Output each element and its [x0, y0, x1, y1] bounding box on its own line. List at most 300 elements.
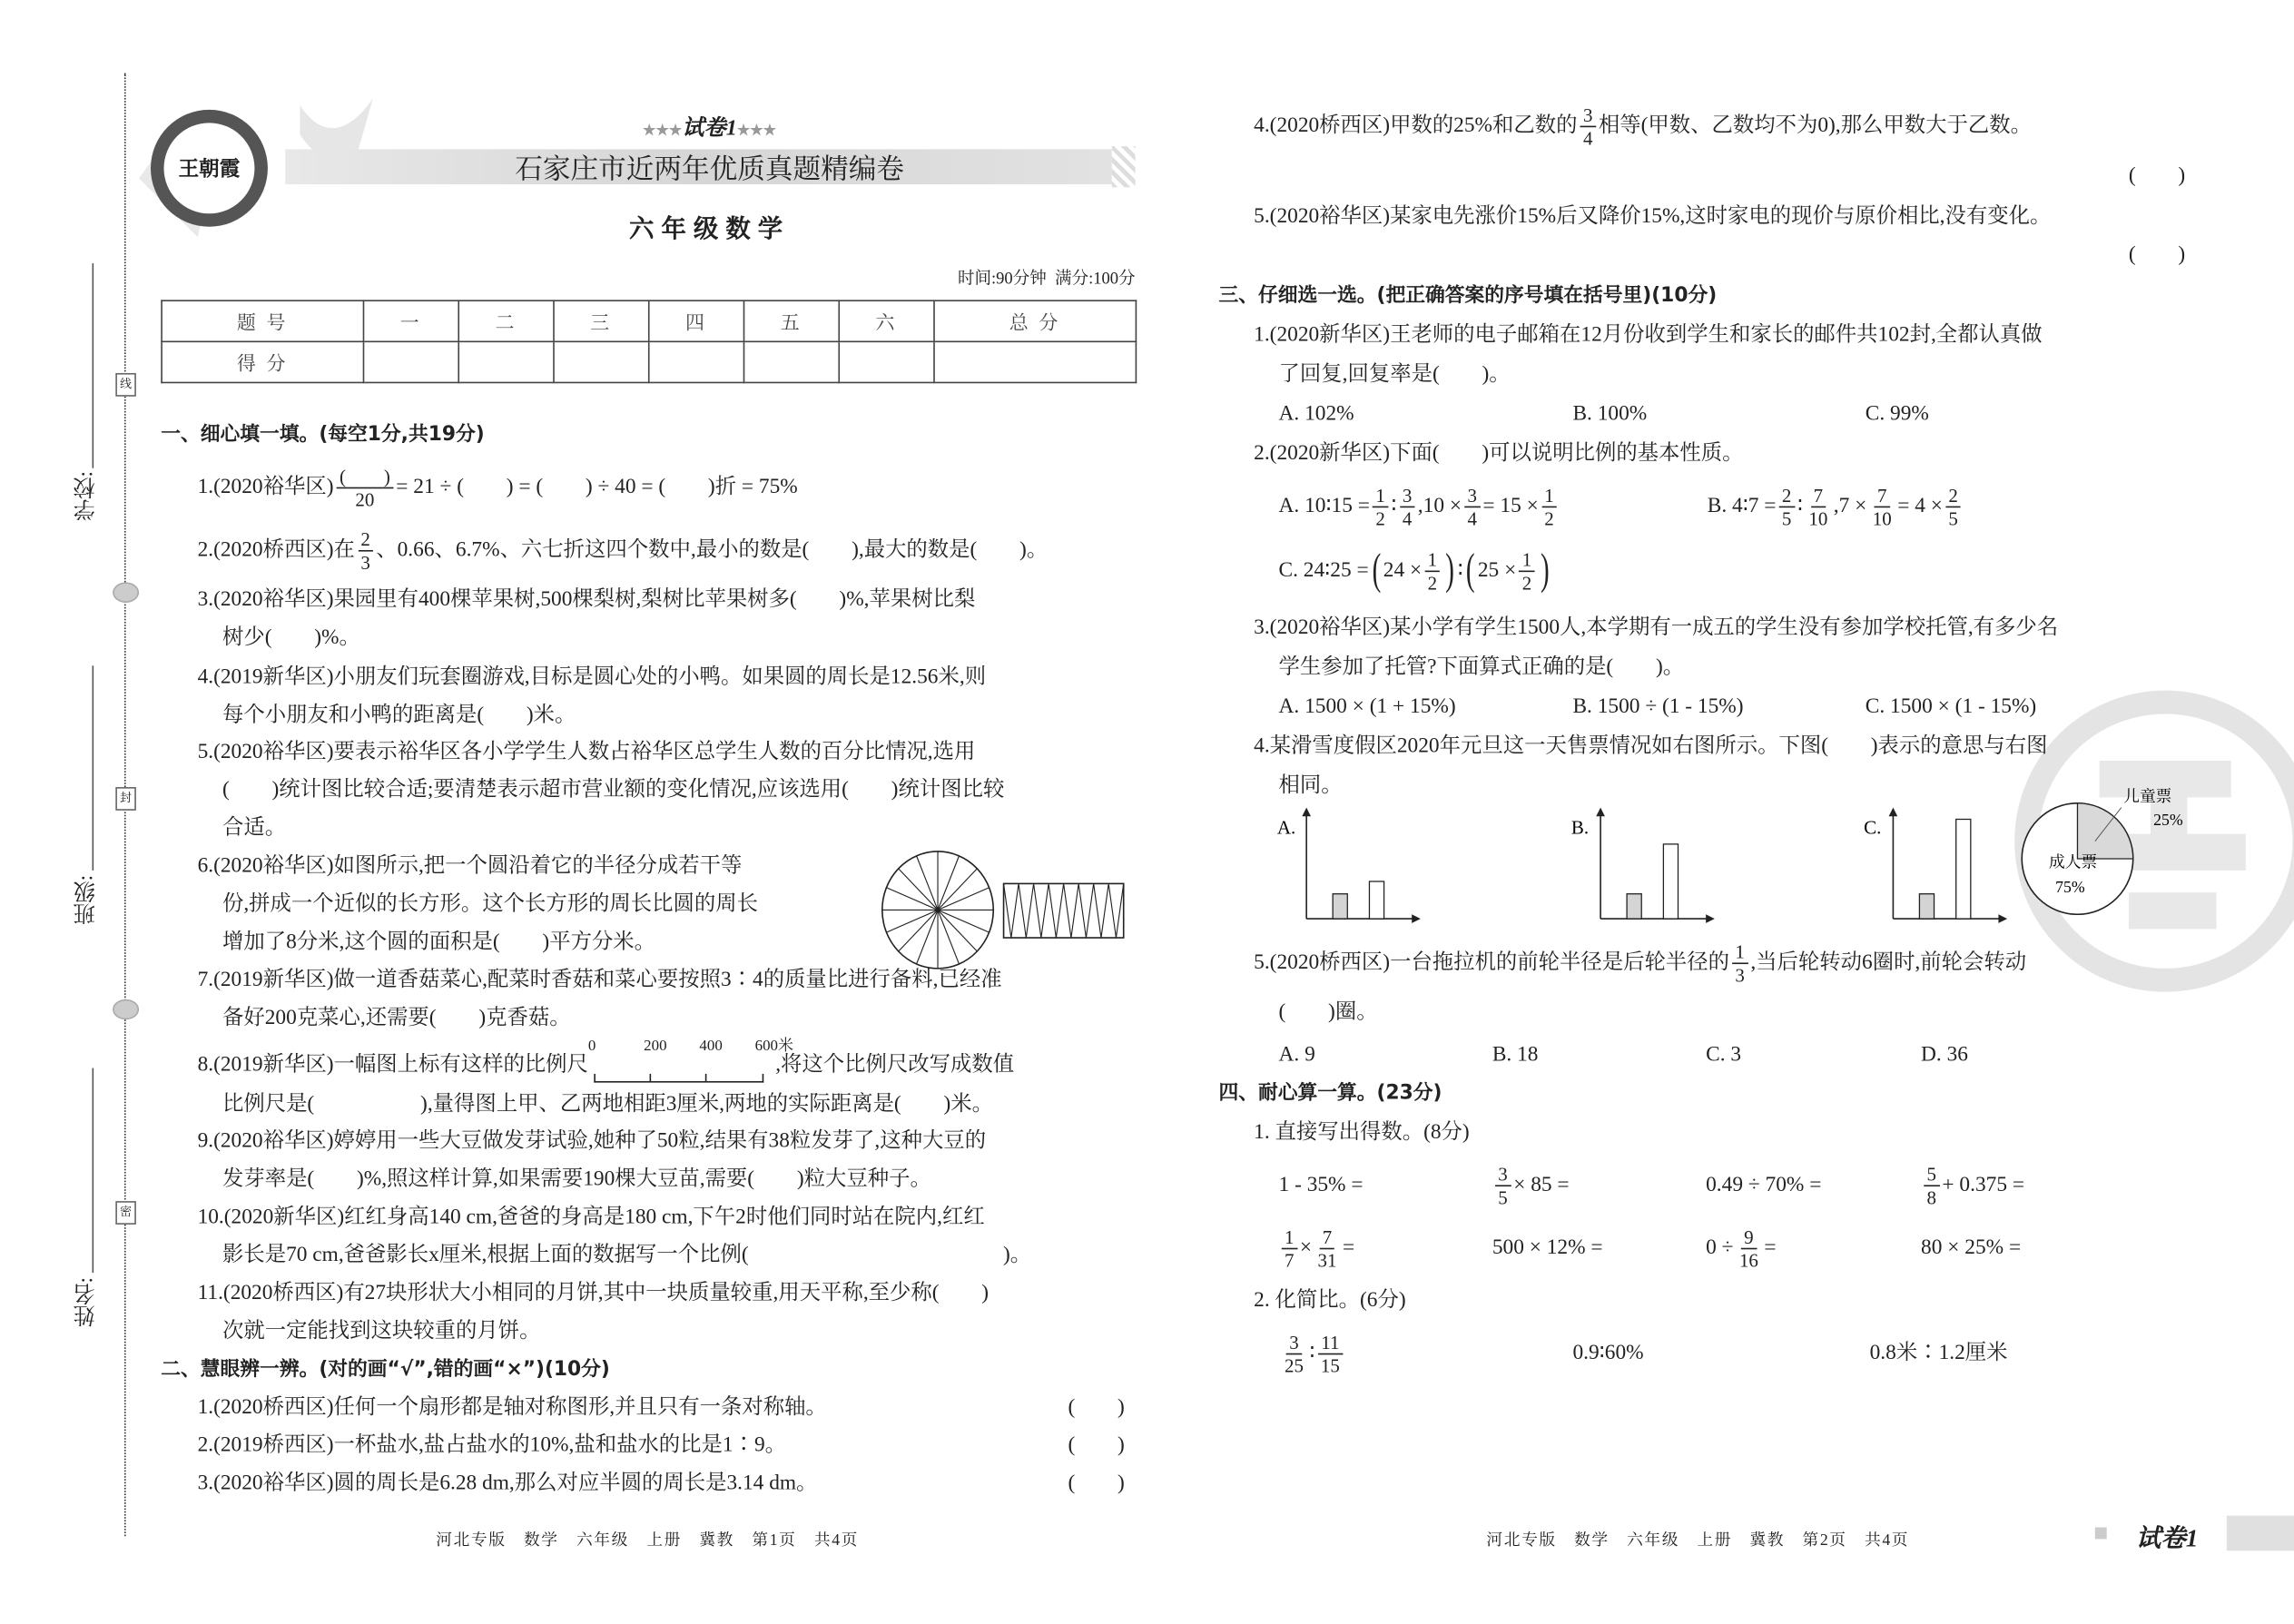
chart-bar	[1663, 844, 1678, 919]
fraction-numerator: 2	[358, 527, 373, 551]
text-run: 合适。	[222, 816, 287, 841]
option-item	[1572, 1339, 1643, 1368]
full-score: 满分:100分	[1055, 271, 1136, 289]
score-table-header: 五	[743, 300, 839, 341]
binding-mark-secret: 密	[115, 1201, 136, 1225]
fraction-denominator: 5	[1781, 507, 1792, 529]
option-item	[1279, 1040, 1315, 1069]
option-item	[1492, 1162, 1570, 1208]
fraction-numerator: 7	[1320, 1225, 1335, 1249]
text-run: 三、仔细选一选。(把正确答案的序号填在括号里)(10分)	[1218, 283, 1718, 308]
fraction-denominator: 2	[1375, 507, 1385, 529]
answer-blank	[2129, 161, 2185, 190]
text-run: ( )	[2128, 242, 2186, 267]
score-cell	[364, 341, 459, 382]
text-run: 5.(2020桥西区)一台拖拉机的前轮半径是后轮半径的	[1254, 950, 1729, 975]
text-run: 5.(2020裕华区)要表示裕华区各小学学生人数占裕华区总学生人数的百分比情况,选用	[197, 740, 976, 764]
chart-option-label: C.	[1864, 816, 1882, 839]
chart-option-label: B.	[1570, 816, 1590, 839]
fraction-numerator: 2	[1779, 484, 1795, 507]
question-line	[197, 527, 1049, 573]
score-cell	[743, 341, 839, 382]
option-item	[1279, 1170, 1364, 1199]
text-run: C. 99%	[1865, 402, 1929, 426]
text-run: ( )	[2128, 163, 2186, 188]
question-line	[1278, 546, 1552, 595]
scale-bar-tick	[650, 1074, 652, 1081]
star-icon: ★★★	[643, 123, 683, 140]
fraction-denominator: 8	[1926, 1186, 1936, 1208]
arrow-up-icon	[1302, 808, 1311, 817]
footer-right: 河北专版 数学 六年级 上册 冀教 第2页 共4页	[1486, 1531, 1910, 1550]
question-line	[1279, 359, 1511, 389]
question-line	[222, 775, 1004, 804]
question-line	[1254, 103, 2032, 149]
circle-sectors-figure	[875, 849, 1007, 975]
text-run: 四、耐心算一算。(23分)	[1218, 1080, 1442, 1105]
question-line	[1254, 613, 2058, 642]
fraction-denominator: 2	[1427, 571, 1438, 594]
text-run: 树少( )%。	[222, 625, 360, 650]
question-line	[1254, 438, 1743, 468]
fraction-numerator: 3	[1286, 1331, 1302, 1354]
text-run: 5.(2020裕华区)某家电先涨价15%后又降价15%,这时家电的现价与原价相比,没有变化。	[1254, 204, 2052, 229]
question-line	[222, 1241, 1031, 1270]
text-run: 0 ÷	[1706, 1235, 1734, 1260]
text-run: A. 10∶15 =	[1278, 494, 1370, 518]
fraction-numerator: 3	[1400, 484, 1415, 507]
question-line	[222, 701, 576, 730]
arrow-up-icon	[1596, 808, 1605, 817]
text-run: 发芽率是( )%,照这样计算,如果需要190棵大豆苗,需要( )粒大豆种子。	[222, 1167, 931, 1191]
text-run: 8.(2019新华区)一幅图上标有这样的比例尺	[197, 1053, 588, 1078]
footer-left: 河北专版 数学 六年级 上册 冀教 第1页 共4页	[436, 1531, 860, 1550]
option-item	[1279, 399, 1354, 428]
fraction	[1924, 1162, 1939, 1207]
scale-bar-label: 200	[644, 1038, 667, 1055]
fraction-denominator: 5	[1948, 507, 1958, 529]
text-run: 1.(2020裕华区)	[197, 475, 334, 499]
chart-bar	[1333, 894, 1347, 919]
school-label: 学校:	[74, 470, 98, 522]
fraction	[1870, 484, 1895, 529]
question-line	[222, 928, 655, 957]
question-line	[1279, 653, 1685, 682]
fraction-denominator: 16	[1738, 1248, 1758, 1271]
fraction	[1519, 548, 1534, 594]
score-cell	[554, 341, 649, 382]
question-line	[198, 1469, 818, 1498]
logo-text: 王朝霞	[163, 123, 254, 213]
question-line	[1254, 1286, 1405, 1315]
fraction-denominator: 4	[1402, 507, 1413, 529]
text-run: 学生参加了托管?下面算式正确的是( )。	[1278, 655, 1685, 679]
text-run: 7.(2019新华区)做一道香菇菜心,配菜时香菇和菜心要按照3∶4的质量比进行备料,已经准	[197, 968, 1002, 992]
text-run: 相同。	[1278, 773, 1343, 798]
fraction-numerator: 7	[1810, 484, 1826, 507]
fraction-numerator: 1	[1541, 484, 1557, 507]
text-run: ,将这个比例尺改写成数值	[775, 1053, 1015, 1078]
text-run: ×	[1299, 1235, 1313, 1260]
chart-bar	[1627, 894, 1641, 919]
question-line	[1279, 998, 1378, 1027]
score-table	[161, 300, 1137, 383]
option-item	[1706, 1040, 1741, 1069]
text-run: 1.(2020新华区)王老师的电子邮箱在12月份收到学生和家长的邮件共102封,全都认真做	[1254, 323, 2043, 347]
question-line	[1254, 202, 2051, 231]
text-run: 次就一定能找到这块较重的月饼。	[222, 1319, 541, 1343]
fraction	[1580, 103, 1596, 149]
question-line	[198, 1279, 989, 1308]
text-run: 25 ×	[1477, 558, 1517, 583]
fraction-numerator: 5	[1924, 1162, 1939, 1186]
answer-blank: ( )	[1068, 1395, 1125, 1420]
exam-info	[819, 266, 1135, 290]
question-line	[198, 1393, 827, 1422]
name-label: 姓名:	[74, 1276, 98, 1327]
brand-logo	[151, 110, 268, 227]
option-item	[1279, 1330, 1346, 1376]
fraction	[1424, 548, 1440, 594]
bar-chart-choices	[1258, 790, 2019, 936]
question-line	[197, 1038, 1015, 1079]
question-line	[1279, 771, 1343, 800]
fraction	[1806, 484, 1830, 529]
fraction	[1318, 1331, 1343, 1376]
arrow-up-icon	[1889, 808, 1898, 817]
question-line	[198, 1203, 985, 1232]
question-line	[222, 1090, 993, 1119]
text-run: 11.(2020桥西区)有27块形状大小相同的月饼,其中一块质量较重,用天平称,至少称( )	[197, 1281, 989, 1305]
text-run: 2.(2019桥西区)一杯盐水,盐占盐水的10%,盐和盐水的比是1∶9。	[197, 1433, 787, 1458]
fraction-numerator: 11	[1318, 1331, 1343, 1354]
fraction-numerator: 9	[1741, 1225, 1757, 1249]
score-cell	[934, 341, 1137, 382]
chart-bar	[1956, 819, 1971, 919]
score-table-header-row	[162, 300, 1136, 341]
score-table-header: 六	[839, 300, 934, 341]
option-item	[1572, 399, 1647, 428]
text-run: 1 - 35% =	[1278, 1173, 1364, 1197]
text-run: 0.49 ÷ 70% =	[1706, 1173, 1822, 1197]
question-line	[198, 1127, 987, 1156]
fraction	[1282, 1225, 1297, 1271]
text-run: 0.9∶60%	[1572, 1341, 1644, 1365]
question-line	[198, 1431, 786, 1460]
option-item	[1866, 692, 2036, 721]
score-table-header: 一	[364, 300, 459, 341]
chart-bar	[1919, 894, 1934, 919]
question-line	[197, 464, 798, 510]
pie-label: 儿童票	[2123, 787, 2172, 806]
question-line	[222, 1004, 571, 1033]
scale-bar-label: 600米	[754, 1038, 793, 1055]
name-blank-line	[93, 1068, 94, 1273]
text-run: 3.(2020裕华区)圆的周长是6.28 dm,那么对应半圆的周长是3.14 dm。	[197, 1471, 818, 1496]
fraction-denominator: 3	[360, 550, 370, 573]
scale-bar	[587, 1038, 793, 1086]
text-run: ∶	[1309, 1341, 1315, 1365]
fraction-denominator: 5	[1498, 1186, 1508, 1208]
question-line	[222, 813, 286, 842]
footer-tab: 试卷1	[2135, 1524, 2199, 1552]
fraction	[1400, 484, 1415, 529]
scale-bar-line	[594, 1074, 763, 1083]
text-run: 比例尺是( ),量得图上甲、乙两地相距3厘米,两地的实际距离是( )米。	[222, 1092, 993, 1117]
option-item	[1866, 399, 1929, 428]
option-item	[1278, 483, 1561, 529]
text-run: C. 3	[1706, 1043, 1742, 1067]
binding-mark-seal: 封	[115, 787, 136, 811]
fraction	[1464, 484, 1480, 529]
fraction-numerator: 3	[1580, 103, 1596, 127]
fraction-numerator: 1	[1424, 548, 1440, 572]
text-run: 增加了8分米,这个圆的面积是( )平方分米。	[222, 930, 656, 954]
fraction-numerator: 1	[1519, 548, 1534, 572]
text-run: 80 × 25% =	[1921, 1235, 2022, 1260]
fraction-denominator: 2	[1544, 507, 1554, 529]
option-item	[1921, 1234, 2021, 1263]
question-line	[198, 851, 743, 881]
fraction-denominator: 10	[1872, 507, 1892, 529]
fraction-numerator: 3	[1495, 1162, 1511, 1186]
fraction-numerator: ( )	[337, 465, 393, 488]
text-run: A. 9	[1278, 1043, 1315, 1067]
text-run: 2. 化简比。(6分)	[1254, 1288, 1406, 1313]
text-run: 1. 直接写出得数。(8分)	[1254, 1120, 1470, 1145]
binding-mark-line: 线	[115, 373, 136, 397]
text-run: = 4 ×	[1897, 494, 1943, 518]
text-run: 10.(2020新华区)红红身高140 cm,爸爸的身高是180 cm,下午2时他们同时站在院内,红红	[197, 1205, 985, 1229]
question-line	[1254, 732, 2047, 761]
answer-blank: ( )	[1068, 1433, 1125, 1458]
option-item	[1492, 1040, 1539, 1069]
big-parenthesis: (	[1465, 546, 1475, 595]
fraction	[1282, 1331, 1306, 1376]
fraction-denominator: 25	[1284, 1353, 1304, 1376]
fraction	[1732, 940, 1748, 985]
fraction-denominator: 2	[1521, 571, 1532, 594]
text-run: = 15 ×	[1482, 494, 1539, 518]
text-run: 4.(2020桥西区)甲数的25%和乙数的	[1254, 113, 1578, 138]
option-item	[1706, 1225, 1777, 1271]
pie-value: 75%	[2055, 878, 2085, 897]
text-run: =	[1764, 1235, 1777, 1260]
text-run: 每个小朋友和小鸭的距离是( )米。	[222, 704, 576, 727]
fraction	[358, 527, 373, 573]
option-item	[1279, 692, 1456, 721]
class-label: 班级:	[74, 874, 98, 925]
fraction-denominator: 7	[1284, 1248, 1295, 1271]
text-run: C. 1500 × (1 - 15%)	[1865, 694, 2037, 719]
text-run: ( )统计图比较合适;要清楚表示超市营业额的变化情况,应该选用( )统计图比较	[222, 778, 1005, 802]
fraction-numerator: 1	[1373, 484, 1388, 507]
text-run: = 21 ÷ ( ) = ( ) ÷ 40 = ( )折 = 75%	[396, 475, 798, 499]
big-parenthesis: )	[1445, 546, 1455, 595]
series-label	[586, 111, 834, 142]
fraction	[1373, 484, 1388, 529]
text-run: B. 4∶7 =	[1707, 494, 1777, 518]
section-heading	[161, 1354, 610, 1383]
score-table-header: 二	[458, 300, 554, 341]
rectangle-outline	[1004, 883, 1124, 938]
text-run: 一、细心填一填。(每空1分,共19分)	[161, 422, 485, 447]
answer-blank: ( )	[1068, 1471, 1125, 1496]
text-run: 0.8米∶1.2厘米	[1869, 1341, 2008, 1365]
text-run: + 0.375 =	[1942, 1173, 2025, 1197]
time-limit: 时间:90分钟	[957, 271, 1047, 289]
question-line	[1254, 940, 2027, 986]
text-run: A. 1500 × (1 + 15%)	[1278, 694, 1456, 719]
text-run: C. 24∶25 =	[1278, 558, 1369, 583]
scale-bar-label: 400	[699, 1038, 723, 1055]
option-item	[1921, 1162, 2025, 1208]
ticket-pie-chart	[2004, 775, 2210, 929]
text-run: ( )圈。	[1278, 1000, 1378, 1025]
score-table-header: 总 分	[934, 300, 1137, 341]
scale-bar-label: 0	[587, 1038, 596, 1055]
chart-bar	[1369, 881, 1383, 919]
question-line	[198, 737, 976, 766]
fraction-denominator: 3	[1735, 963, 1745, 986]
big-parenthesis: (	[1371, 546, 1381, 595]
text-run: 3.(2020裕华区)某小学有学生1500人,本学期有一成五的学生没有参加学校托管,有多少名	[1254, 615, 2059, 640]
fraction-denominator: 10	[1808, 507, 1828, 529]
fraction-numerator: 1	[1282, 1225, 1297, 1249]
fraction-denominator: 4	[1467, 507, 1477, 529]
pie-value: 25%	[2153, 810, 2183, 829]
option-item	[1921, 1040, 1968, 1069]
text-run: 6.(2020裕华区)如图所示,把一个圆沿着它的半径分成若干等	[197, 854, 743, 878]
text-run: ∶	[1797, 494, 1803, 518]
fraction	[1314, 1225, 1339, 1271]
text-run: 4.(2019新华区)小朋友们玩套圈游戏,目标是圆心处的小鸭。如果圆的周长是12.56米,则	[197, 665, 987, 690]
text-run: D. 36	[1921, 1043, 1968, 1067]
section-heading	[1218, 1078, 1442, 1107]
fraction	[337, 465, 393, 510]
arrow-right-icon	[1412, 914, 1421, 923]
fraction	[1541, 484, 1557, 529]
text-run: ∶	[1457, 558, 1463, 583]
question-line	[198, 663, 987, 692]
option-item	[1707, 483, 1964, 529]
text-run: ,当后轮转动6圈时,前轮会转动	[1750, 950, 2027, 975]
arrow-right-icon	[1706, 914, 1715, 923]
text-run: A. 102%	[1278, 402, 1354, 426]
text-run: 24 ×	[1383, 558, 1423, 583]
score-table-header: 三	[554, 300, 649, 341]
text-run: × 85 =	[1513, 1173, 1570, 1197]
score-table-score-row	[162, 341, 1136, 382]
fraction-numerator: 1	[1732, 940, 1748, 963]
text-run: 4.某滑雪度假区2020年元旦这一天售票情况如右图所示。下图( )表示的意思与右图	[1254, 734, 2048, 758]
text-run: B. 18	[1492, 1043, 1539, 1067]
question-line	[198, 966, 1002, 995]
question-line	[1254, 1117, 1470, 1147]
text-run: 二、慧眼辨一辨。(对的画“√”,错的画“×”)(10分)	[161, 1357, 610, 1382]
footer-tab-block	[2095, 1528, 2107, 1540]
text-run: ,7 ×	[1833, 494, 1867, 518]
option-item	[1492, 1234, 1603, 1263]
score-cell	[649, 341, 744, 382]
section-heading	[161, 420, 484, 449]
question-line	[222, 1316, 541, 1345]
text-run: 、0.66、6.7%、六七折这四个数中,最小的数是( ),最大的数是( )。	[376, 538, 1049, 562]
pie-label: 成人票	[2049, 852, 2098, 871]
fraction-numerator: 3	[1464, 484, 1480, 507]
text-run: 1.(2020桥西区)任何一个扇形都是轴对称图形,并且只有一条对称轴。	[197, 1395, 827, 1420]
fraction-denominator: 20	[355, 487, 375, 510]
text-run: 3.(2020裕华区)果园里有400棵苹果树,500棵梨树,梨树比苹果树多( )%,苹果树比梨	[197, 587, 976, 612]
question-line	[222, 1165, 931, 1194]
fraction-denominator: 15	[1320, 1353, 1340, 1376]
fraction	[1495, 1162, 1511, 1207]
score-row-label: 得 分	[162, 341, 363, 382]
option-item	[1706, 1170, 1821, 1199]
series-text: 试卷1	[682, 116, 737, 141]
score-cell	[458, 341, 554, 382]
fraction-denominator: 31	[1317, 1248, 1337, 1271]
text-run: 2.(2020新华区)下面( )可以说明比例的基本性质。	[1254, 441, 1744, 466]
text-run: B. 100%	[1572, 402, 1648, 426]
pie-slice	[2077, 803, 2132, 859]
option-item	[1870, 1339, 2008, 1368]
chart-option-label: A.	[1276, 816, 1296, 839]
binding-ornament-icon	[113, 999, 139, 1020]
rectangle-zigzag	[1004, 883, 1124, 938]
star-icon: ★★★	[736, 123, 777, 140]
score-table-header: 题 号	[162, 300, 363, 341]
text-run: =	[1342, 1235, 1355, 1260]
fraction	[1737, 1225, 1761, 1271]
score-table-header: 四	[649, 300, 744, 341]
scale-bar-tick	[705, 1074, 707, 1081]
fraction	[1945, 484, 1961, 529]
text-run: 了回复,回复率是( )。	[1278, 362, 1511, 387]
text-run: 相等(甲数、乙数均不为0),那么甲数大于乙数。	[1598, 113, 2032, 138]
text-run: 9.(2020裕华区)婷婷用一些大豆做发芽试验,她种了50粒,结果有38粒发芽了,这种大豆的	[197, 1129, 987, 1153]
question-line	[1254, 320, 2043, 349]
text-run: 份,拼成一个近似的长方形。这个长方形的周长比圆的周长	[222, 892, 759, 916]
text-run: 影长是70 cm,爸爸影长x厘米,根据上面的数据写一个比例( )。	[222, 1243, 1032, 1267]
fraction-denominator: 4	[1582, 126, 1593, 149]
option-item	[1279, 1225, 1355, 1271]
fraction-numerator: 7	[1875, 484, 1890, 507]
subject-title: 六年级数学	[628, 214, 791, 245]
section-heading	[1218, 281, 1717, 310]
text-run: ,10 ×	[1417, 494, 1462, 518]
fraction	[1779, 484, 1795, 529]
footer-tab-bg	[2227, 1516, 2294, 1551]
class-blank-line	[93, 665, 94, 871]
text-run: B. 1500 ÷ (1 - 15%)	[1572, 694, 1744, 719]
text-run: 2.(2020桥西区)在	[197, 538, 355, 562]
text-run: 500 × 12% =	[1492, 1235, 1603, 1260]
paper-title: 石家庄市近两年优质真题精编卷	[515, 153, 904, 186]
big-parenthesis: )	[1540, 546, 1550, 595]
question-line	[222, 890, 758, 919]
option-item	[1572, 692, 1743, 721]
fraction-numerator: 2	[1945, 484, 1961, 507]
text-run: 备好200克菜心,还需要( )克香菇。	[222, 1006, 571, 1030]
score-cell	[839, 341, 934, 382]
text-run: ∶	[1391, 494, 1397, 518]
school-blank-line	[93, 263, 94, 468]
question-line	[222, 624, 360, 653]
question-line	[198, 586, 976, 615]
approx-rectangle-figure	[1000, 881, 1127, 942]
answer-blank	[2129, 240, 2185, 269]
